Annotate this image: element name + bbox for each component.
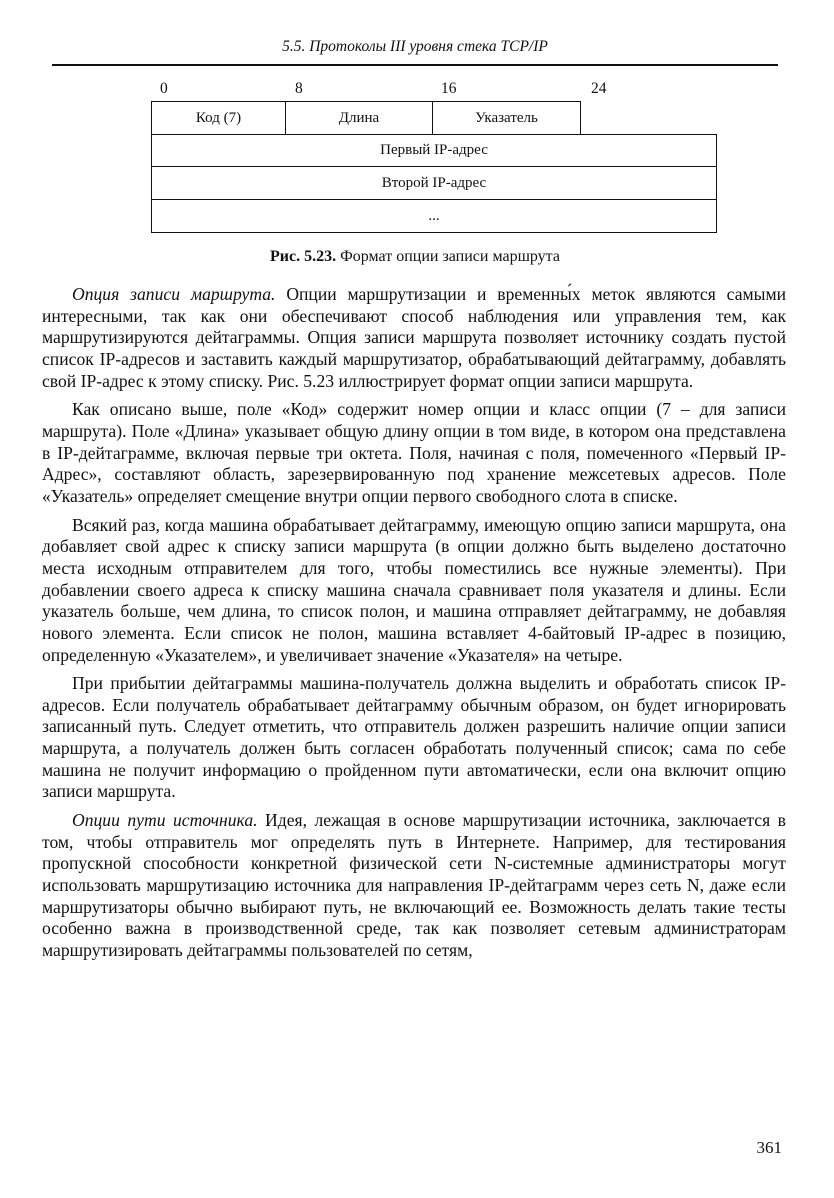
field-first-ip: Первый IP-адрес — [151, 134, 717, 167]
paragraph-text: Всякий раз, когда машина обрабатывает дейтаграмму, имеющую опцию записи маршрута, она добавляет свой адрес к списку записи маршрута (в опции должно быть выделено достаточно места исходным отправителем для того, чтобы поместились все нужные элементы). При добавлении своего адреса к списку машина сначала сравнивает поля указателя и длины. Если указатель больше, чем длина, то список полон, и машина отправляет дейтаграмму, не добавляя нового элемента. Если список не полон, машина вставляет 4-байтовый IP-адрес в позицию, определенную «Указателем», и увеличивает значение «Указателя» на четыре. — [42, 514, 786, 665]
paragraph-text: При прибытии дейтаграммы машина-получатель должна выделить и обработать список IP-адресов. Если получатель обрабатывает дейтаграмму обычным образом, он будет игнорировать записанный путь. Следует отметить, что отправитель должен разрешить наличие опции записи маршрута, а получатель должен быть согласен обработать полученный список; сама по себе машина не получит информацию о пройденном пути автоматически, если она включит опцию записи маршрута. — [42, 673, 786, 802]
option-format-diagram — [151, 101, 717, 233]
running-head: 5.5. Протоколы III уровня стека TCP/IP — [282, 38, 548, 55]
paragraph-text: Как описано выше, поле «Код» содержит номер опции и класс опции (7 – для записи маршрута). Поле «Длина» указывает общую длину опции в том виде, в котором она представлена в IP-дейтаграмме, включая первые три октета. Поля, начиная с поля, помеченного «Первый IP-Адрес», составляют область, зарезервированную под хранение межсетевых адресов. Поле «Указатель» определяет смещение внутри опции первого свободного слота в списке. — [42, 399, 786, 506]
paragraph-lead: Опция записи маршрута. — [72, 284, 276, 304]
diagram-row-header-fields — [151, 101, 717, 134]
bit-position-label: 24 — [591, 80, 607, 97]
paragraph — [42, 673, 786, 803]
bit-position-label: 16 — [441, 80, 457, 97]
page-number: 361 — [756, 1138, 782, 1157]
paragraph — [42, 399, 786, 507]
figure-caption-label: Рис. 5.23. — [270, 248, 337, 265]
diagram-row — [151, 167, 717, 200]
bit-position-label: 0 — [160, 80, 168, 97]
field-code: Код (7) — [151, 101, 286, 134]
paragraph-text: Опции маршрутизации и временны́х меток являются самыми интересными, так как они обеспечивают способ наблюдения или управления тем, как маршрутизируются дейтаграммы. Опция записи маршрута позволяет источнику создать пустой список IP-адресов и заставить каждый маршрутизатор, обрабатывающий дейтаграмму, добавлять свой IP-адрес к этому списку. Рис. 5.23 иллюстрирует формат опции записи маршрута. — [42, 284, 787, 391]
diagram-row — [151, 134, 717, 167]
field-ellipsis: ... — [151, 200, 717, 233]
field-pointer: Указатель — [433, 101, 581, 134]
header-rule — [52, 64, 778, 66]
paragraph-lead: Опции пути источника. — [72, 810, 258, 831]
figure-caption-text: Формат опции записи маршрута — [340, 248, 560, 265]
bit-position-label: 8 — [295, 80, 303, 97]
field-second-ip: Второй IP-адрес — [151, 167, 717, 200]
body-text — [42, 284, 786, 969]
paragraph-text: Идея, лежащая в основе маршрутизации источника, заключается в том, чтобы отправитель мог определять путь в Интернете. Например, для тестирования пропускной способности конкретной физической сети N-системные администраторы могут использовать маршрутизацию источника для направления IP-дейтаграмм через сеть N, даже если маршрутизаторы обычно выбирают путь, не включающий ее. Возможность делать такие тесты особенно важна в производственной среде, так как позволяет сетевым администраторам маршрутизировать дейтаграммы пользователей по сетям, — [42, 810, 786, 961]
field-length: Длина — [286, 101, 433, 134]
paragraph — [42, 810, 786, 962]
diagram-row — [151, 200, 717, 233]
paragraph — [42, 284, 786, 392]
figure-caption — [52, 248, 778, 266]
paragraph — [42, 515, 786, 667]
